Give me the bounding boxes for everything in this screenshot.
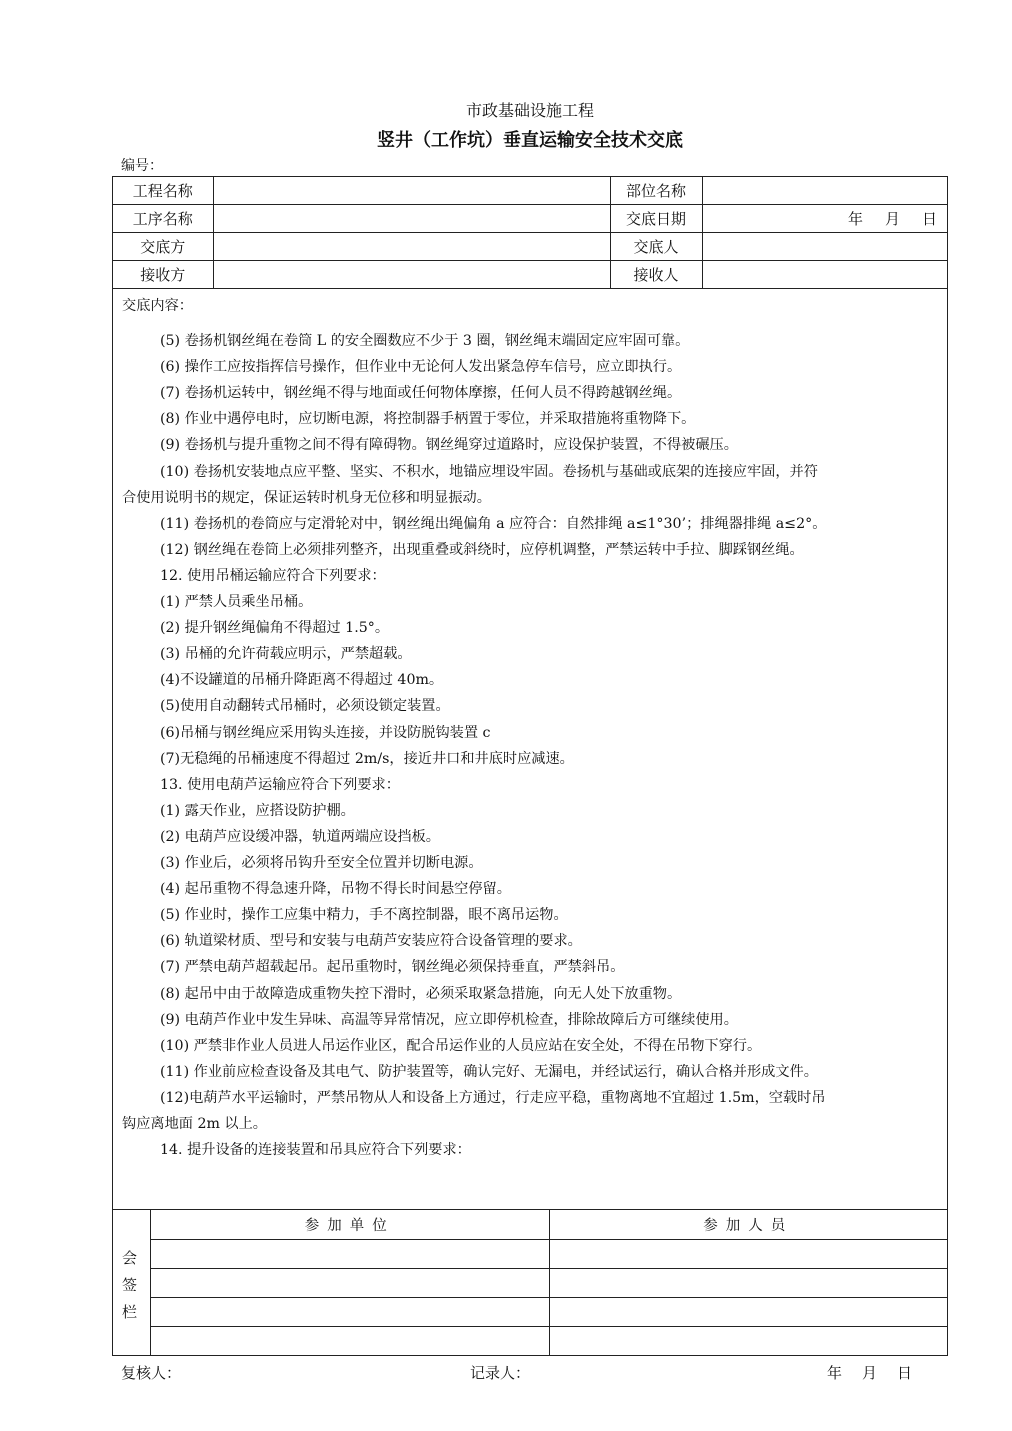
date-month: 月 xyxy=(884,210,900,228)
project-name-field[interactable] xyxy=(213,177,610,205)
recorder-label: 记录人： xyxy=(470,1364,531,1382)
form-frame xyxy=(112,176,948,1356)
content-section xyxy=(113,290,947,1208)
signoff-char-3: 栏 xyxy=(122,1303,138,1321)
issuer-field[interactable] xyxy=(213,233,610,261)
content-line: (4) 起吊重物不得急速升降，吊物不得长时间悬空停留。 xyxy=(160,881,511,898)
content-line: (7) 严禁电葫芦超载起吊。起吊重物时，钢丝绳必须保持垂直，严禁斜吊。 xyxy=(160,959,625,976)
footer-date xyxy=(827,1362,912,1383)
content-line: 13. 使用电葫芦运输应符合下列要求： xyxy=(160,776,400,793)
unit-cell[interactable] xyxy=(151,1298,549,1327)
receiver-label: 接收方 xyxy=(113,261,213,289)
part-name-field[interactable] xyxy=(702,177,947,205)
receiver-field[interactable] xyxy=(213,261,610,289)
content-line: (2) 电葫芦应设缓冲器，轨道两端应设挡板。 xyxy=(160,828,440,845)
process-name-field[interactable] xyxy=(213,205,610,233)
header-row-issuer xyxy=(113,233,947,261)
content-line: (2) 提升钢丝绳偏角不得超过 1.5°。 xyxy=(160,620,390,637)
unit-cell[interactable] xyxy=(151,1240,549,1269)
unit-cell[interactable] xyxy=(151,1327,549,1356)
doc-subtitle: 市政基础设施工程 xyxy=(465,101,594,120)
doc-number-label: 编号： xyxy=(121,158,163,174)
header-row-receiver xyxy=(113,261,947,289)
person-cell[interactable] xyxy=(549,1269,947,1298)
content-line: (6) 操作工应按指挥信号操作，但作业中无论何人发出紧急停车信号，应立即执行。 xyxy=(160,359,682,376)
content-line: 12. 使用吊桶运输应符合下列要求： xyxy=(160,567,386,584)
content-line: (11) 卷扬机的卷筒应与定滑轮对中，钢丝绳出绳偏角 a 应符合：自然排绳 a≤1°30’；排绳器排绳 a≤2°。 xyxy=(160,515,827,532)
project-name-label: 工程名称 xyxy=(113,177,213,205)
content-line: (12) 钢丝绳在卷筒上必须排列整齐，出现重叠或斜绕时，应停机调整，严禁运转中手拉、脚踩钢丝绳。 xyxy=(160,541,804,558)
process-name-label: 工序名称 xyxy=(113,205,213,233)
signoff-row xyxy=(151,1327,947,1356)
content-line: (1) 露天作业，应搭设防护棚。 xyxy=(160,802,355,819)
person-cell[interactable] xyxy=(549,1298,947,1327)
signoff-row xyxy=(151,1269,947,1298)
content-line: (3) 作业后，必须将吊钩升至安全位置并切断电源。 xyxy=(160,855,483,871)
content-line: (10) 严禁非作业人员进人吊运作业区，配合吊运作业的人员应站在安全处，不得在吊物下穿行。 xyxy=(160,1037,762,1054)
content-line: (5) 作业时，操作工应集中精力，手不离控制器，眼不离吊运物。 xyxy=(160,907,568,924)
date-field[interactable] xyxy=(702,205,947,233)
content-line: (5)使用自动翻转式吊桶时，必须设锁定装置。 xyxy=(160,698,450,715)
header-table xyxy=(113,177,947,289)
content-line: (9) 卷扬机与提升重物之间不得有障碍物。钢丝绳穿过道路时，应设保护装置，不得被碾压。 xyxy=(160,437,738,454)
content-line: (7) 卷扬机运转中，钢丝绳不得与地面或任何物体摩擦，任何人员不得跨越钢丝绳。 xyxy=(160,385,682,402)
issuer-label: 交底方 xyxy=(113,233,213,261)
signoff-header-row xyxy=(151,1210,947,1240)
person-cell[interactable] xyxy=(549,1240,947,1269)
footer-month: 月 xyxy=(862,1364,878,1382)
content-line: (8) 起吊中由于故障造成重物失控下滑时，必须采取紧急措施，向无人处下放重物。 xyxy=(160,985,682,1002)
reviewer-label: 复核人： xyxy=(121,1364,182,1382)
doc-title: 竖井（工作坑）垂直运输安全技术交底 xyxy=(377,130,683,151)
content-line: 钩应离地面 2m 以上。 xyxy=(122,1116,267,1132)
content-line: 合使用说明书的规定，保证运转时机身无位移和明显振动。 xyxy=(122,489,491,506)
footer-day: 日 xyxy=(897,1364,913,1382)
header-row-process xyxy=(113,205,947,233)
content-line: (1) 严禁人员乘坐吊桶。 xyxy=(160,594,313,610)
footer-year: 年 xyxy=(827,1364,843,1382)
receiver-person-field[interactable] xyxy=(702,261,947,289)
signoff-char-1: 会 xyxy=(122,1249,138,1267)
content-line: (6)吊桶与钢丝绳应采用钩头连接，并设防脱钩装置 c xyxy=(160,724,491,741)
content-line: (9) 电葫芦作业中发生异味、高温等异常情况，应立即停机检查，排除故障后方可继续使用。 xyxy=(160,1011,738,1028)
signoff-char-2: 签 xyxy=(122,1276,138,1294)
content-line: (3) 吊桶的允许荷载应明示，严禁超载。 xyxy=(160,646,412,663)
content-line: (11) 作业前应检查设备及其电气、防护装置等，确认完好、无漏电，并经试运行，确认合格并形成文件。 xyxy=(160,1063,818,1080)
receiver-person-label: 接收人 xyxy=(610,261,702,289)
issuer-person-label: 交底人 xyxy=(610,233,702,261)
signoff-row xyxy=(151,1298,947,1327)
content-line: (12)电葫芦水平运输时，严禁吊物从人和设备上方通过，行走应平稳，重物离地不宜超过 1.5m，空载时吊 xyxy=(160,1089,826,1106)
content-line: (5) 卷扬机钢丝绳在卷筒 L 的安全圈数应不少于 3 圈，钢丝绳末端固定应牢固可靠。 xyxy=(160,333,690,349)
content-label: 交底内容： xyxy=(122,298,193,314)
unit-header: 参加单位 xyxy=(151,1210,549,1240)
signoff-row xyxy=(151,1240,947,1269)
content-line: (7)无稳绳的吊桶速度不得超过 2m/s，接近井口和井底时应减速。 xyxy=(160,750,574,767)
header-row-project xyxy=(113,177,947,205)
content-line: (10) 卷扬机安装地点应平整、坚实、不积水，地锚应埋设牢固。卷扬机与基础或底架的连接应牢固，并符 xyxy=(160,463,818,480)
content-line: (4)不设罐道的吊桶升降距离不得超过 40m。 xyxy=(160,672,444,689)
part-name-label: 部位名称 xyxy=(610,177,702,205)
date-day: 日 xyxy=(921,210,937,228)
person-header: 参加人员 xyxy=(549,1210,947,1240)
signoff-table xyxy=(151,1210,947,1355)
content-line: 14. 提升设备的连接装置和吊具应符合下列要求： xyxy=(160,1142,471,1159)
date-year: 年 xyxy=(847,210,863,228)
person-cell[interactable] xyxy=(549,1327,947,1356)
signoff-vertical-label xyxy=(113,1210,151,1356)
issuer-person-field[interactable] xyxy=(702,233,947,261)
unit-cell[interactable] xyxy=(151,1269,549,1298)
content-line: (6) 轨道梁材质、型号和安装与电葫芦安装应符合设备管理的要求。 xyxy=(160,933,582,950)
content-line: (8) 作业中遇停电时，应切断电源，将控制器手柄置于零位，并采取措施将重物降下。 xyxy=(160,411,696,428)
signoff-section xyxy=(113,1209,947,1356)
date-label: 交底日期 xyxy=(610,205,702,233)
